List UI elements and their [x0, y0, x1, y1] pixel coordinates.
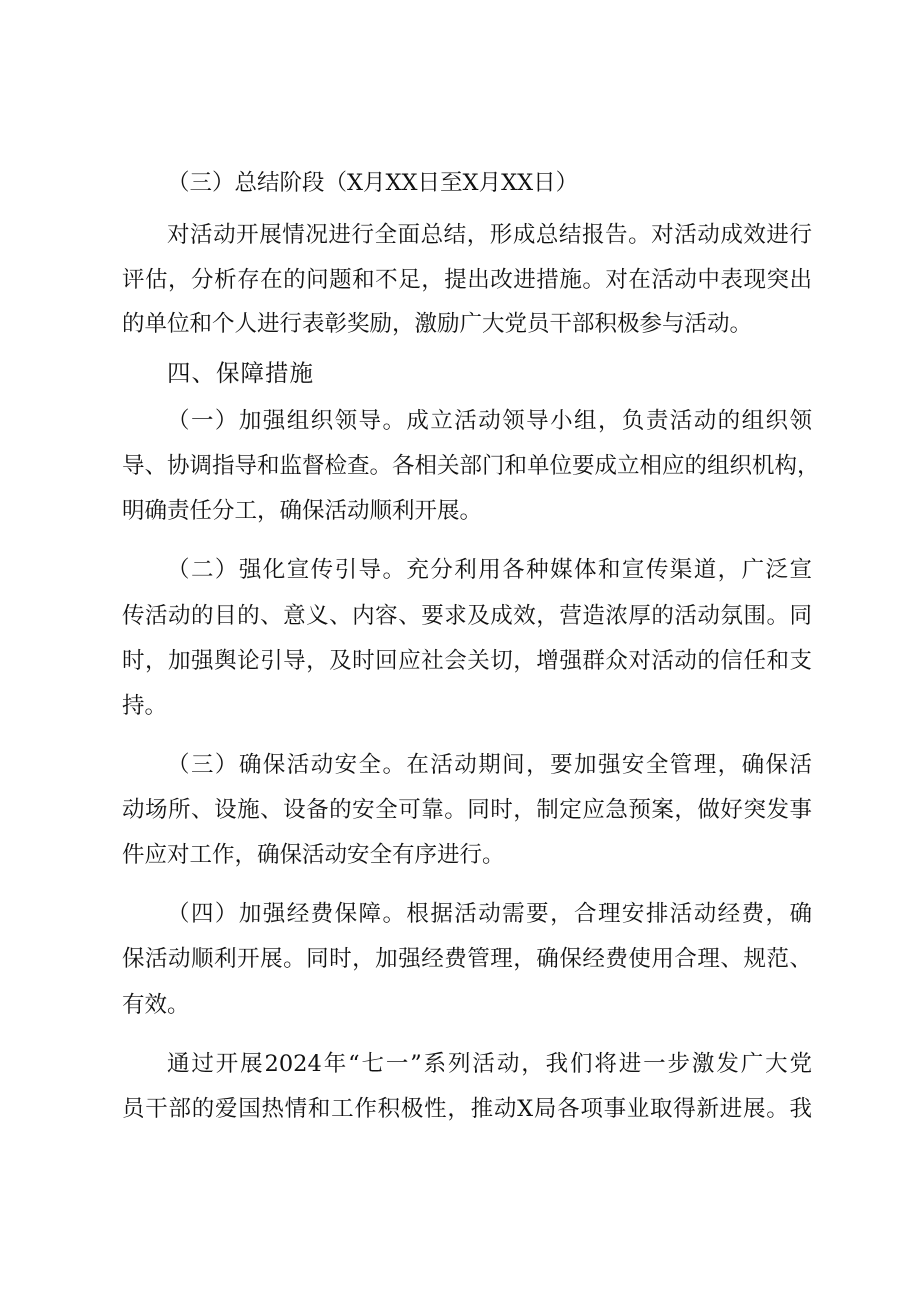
measure1-line-2: 导、协调指导和监督检查。各相关部门和单位要成立相应的组织机构，: [122, 453, 820, 479]
measure2-line-3: 时，加强舆论引导，及时回应社会关切，增强群众对活动的信任和支: [122, 648, 812, 674]
section4-heading: 四、保障措施: [167, 359, 314, 387]
measure4-line-3: 有效。: [122, 992, 190, 1018]
measure2-line-1: （二）强化宣传引导。充分利用各种媒体和宣传渠道，广泛宣: [167, 557, 812, 583]
measure4-line-2: 保活动顺利开展。同时，加强经费管理，确保经费使用合理、规范、: [122, 946, 812, 972]
stage3-line-3: 的单位和个人进行表彰奖励，激励广大党员干部积极参与活动。: [122, 311, 753, 337]
closing-line-1: 通过开展2024年“七一”系列活动，我们将进一步激发广大党: [167, 1051, 812, 1077]
measure4-line-1: （四）加强经费保障。根据活动需要，合理安排活动经费，确: [167, 901, 812, 927]
closing-line-2: 员干部的爱国热情和工作积极性，推动X局各项事业取得新进展。我: [122, 1096, 812, 1122]
measure1-line-1: （一）加强组织领导。成立活动领导小组，负责活动的组织领: [167, 408, 812, 434]
measure2-line-2: 传活动的目的、意义、内容、要求及成效，营造浓厚的活动氛围。同: [122, 603, 812, 629]
stage3-heading: （三）总结阶段（X月XX日至X月XX日）: [167, 170, 579, 196]
measure1-line-3: 明确责任分工，确保活动顺利开展。: [122, 498, 483, 524]
measure2-line-4: 持。: [122, 693, 168, 719]
stage3-line-2: 评估，分析存在的问题和不足，提出改进措施。对在活动中表现突出: [122, 267, 812, 293]
measure3-line-1: （三）确保活动安全。在活动期间，要加强安全管理，确保活: [167, 752, 812, 778]
measure3-line-2: 动场所、设施、设备的安全可靠。同时，制定应急预案，做好突发事: [122, 797, 812, 823]
measure3-line-3: 件应对工作，确保活动安全有序进行。: [122, 842, 505, 868]
stage3-line-1: 对活动开展情况进行全面总结，形成总结报告。对活动成效进行: [167, 222, 812, 248]
